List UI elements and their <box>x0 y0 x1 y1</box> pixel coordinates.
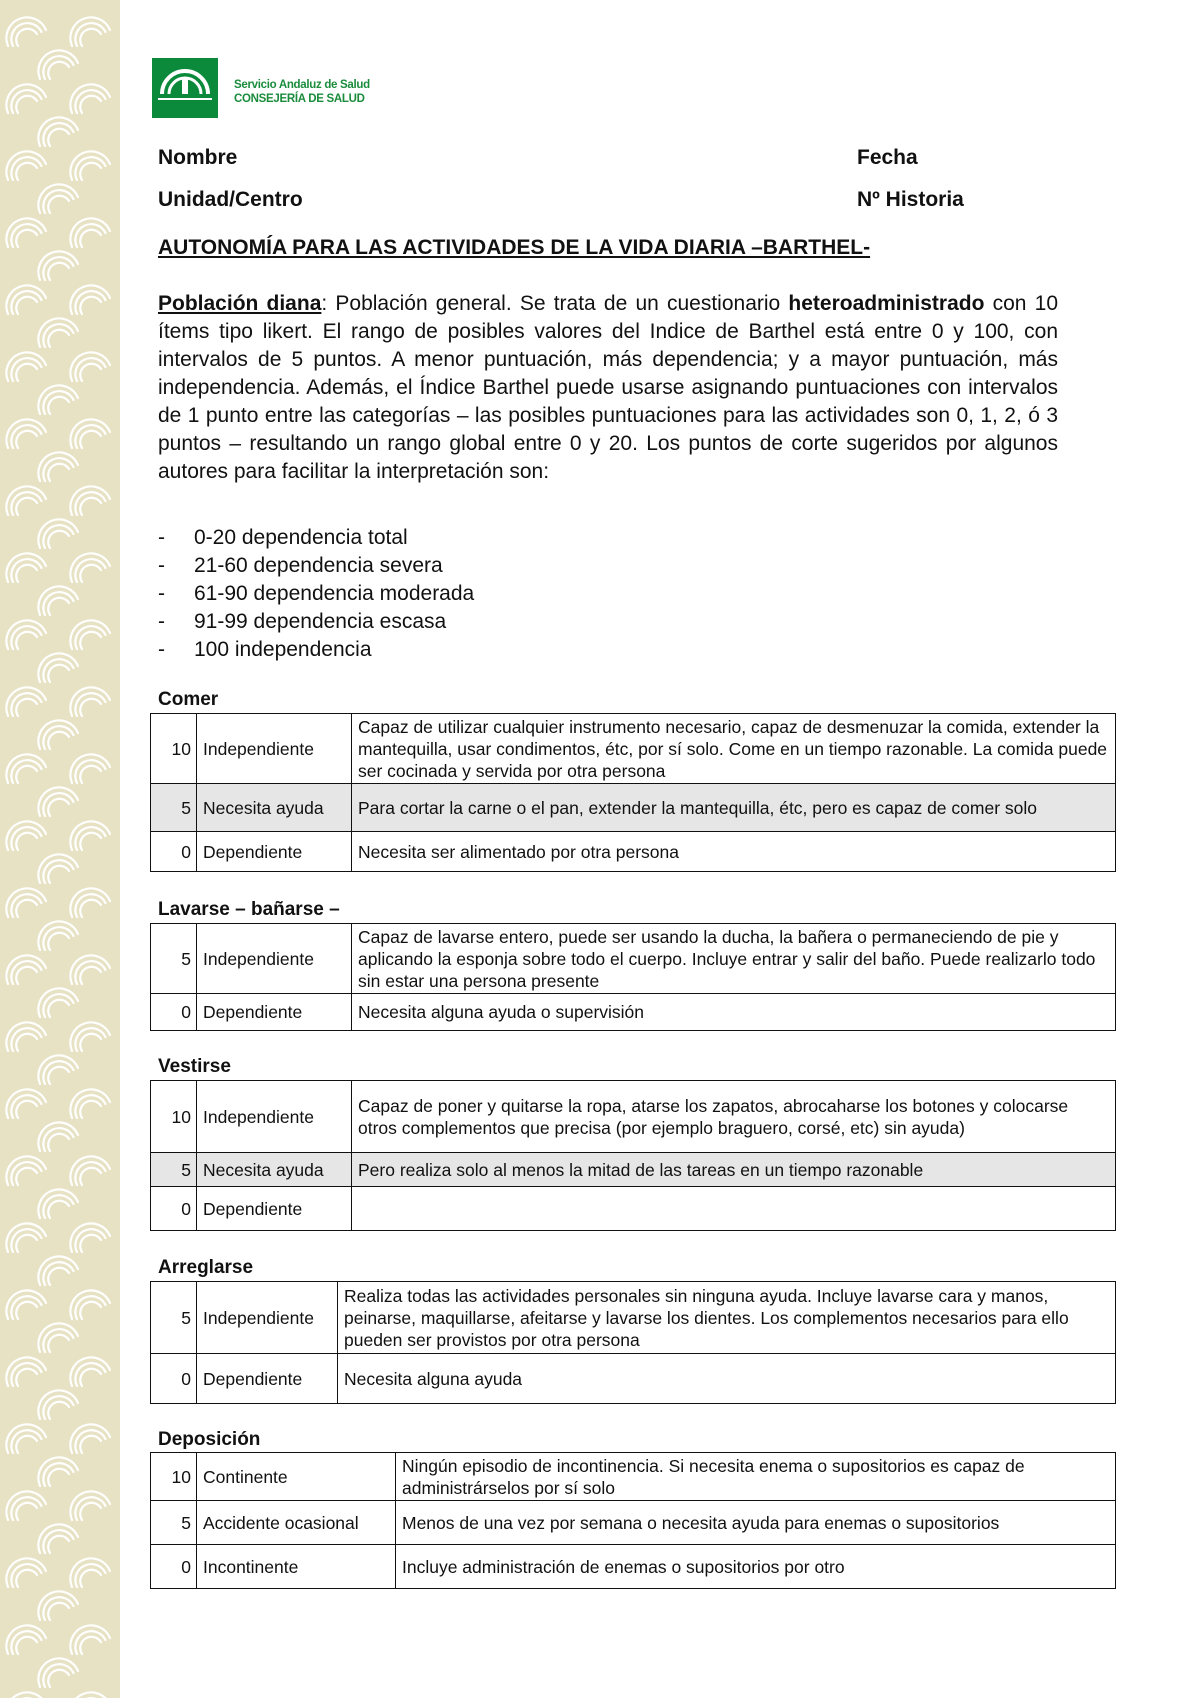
level-cell: Necesita ayuda <box>197 784 352 832</box>
points-cell: 5 <box>151 784 197 832</box>
description-cell: Realiza todas las actividades personales sin ninguna ayuda. Incluye lavarse cara y manos, peinarse, maquillarse, afeitarse y lavarse los dientes. Los complementos necesarios para ello pueden ser provistos por otra persona <box>338 1282 1116 1354</box>
table-row <box>151 1354 1116 1404</box>
table-row <box>151 1153 1116 1187</box>
level-cell: Dependiente <box>197 1354 338 1404</box>
logo-line-2: CONSEJERÍA DE SALUD <box>234 93 365 105</box>
level-cell: Independiente <box>197 1282 338 1354</box>
logo <box>152 58 402 118</box>
description-cell: Capaz de utilizar cualquier instrumento necesario, capaz de desmenuzar la comida, extender la mantequilla, usar condimentos, étc, por sí solo. Come en un tiempo razonable. La comida puede ser cocinada y servida por otra persona <box>352 714 1116 784</box>
description-cell: Pero realiza solo al menos la mitad de las tareas en un tiempo razonable <box>352 1153 1116 1187</box>
table-row <box>151 1501 1116 1545</box>
points-cell: 5 <box>151 1153 197 1187</box>
points-cell: 0 <box>151 832 197 872</box>
cutpoint-text: 61-90 dependencia moderada <box>194 582 475 605</box>
cutpoint-text: 91-99 dependencia escasa <box>194 610 447 633</box>
intro-text-1: : Población general. Se trata de un cuestionario <box>321 292 789 315</box>
level-cell: Dependiente <box>197 994 352 1031</box>
logo-line-1: Servicio Andaluz de Salud <box>234 79 370 91</box>
list-item: - 0-20 dependencia total <box>158 526 408 549</box>
description-cell: Para cortar la carne o el pan, extender la mantequilla, étc, pero es capaz de comer solo <box>352 784 1116 832</box>
level-cell: Incontinente <box>197 1545 396 1589</box>
list-item: - 91-99 dependencia escasa <box>158 610 447 633</box>
points-cell: 10 <box>151 1081 197 1153</box>
points-cell: 5 <box>151 924 197 994</box>
nombre-label: Nombre <box>158 146 238 169</box>
description-cell: Ningún episodio de incontinencia. Si necesita enema o supositorios es capaz de administrárselos por sí solo <box>396 1453 1116 1501</box>
points-cell: 0 <box>151 994 197 1031</box>
list-item: - 100 independencia <box>158 638 372 661</box>
list-item: - 61-90 dependencia moderada <box>158 582 475 605</box>
points-cell: 10 <box>151 714 197 784</box>
wave-pattern-icon <box>0 0 120 1698</box>
section-title-comer: Comer <box>158 689 219 710</box>
historia-label: Nº Historia <box>857 188 964 211</box>
description-cell: Necesita alguna ayuda o supervisión <box>352 994 1116 1031</box>
cutpoint-text: 100 independencia <box>194 638 372 661</box>
level-cell: Independiente <box>197 1081 352 1153</box>
table-arreglarse <box>150 1281 1116 1404</box>
description-cell: Incluye administración de enemas o supositorios por otro <box>396 1545 1116 1589</box>
table-row <box>151 832 1116 872</box>
intro-lead: Población diana <box>158 292 322 315</box>
level-cell: Dependiente <box>197 832 352 872</box>
section-title-lavarse: Lavarse – bañarse – <box>158 899 340 920</box>
level-cell: Independiente <box>197 714 352 784</box>
points-cell: 5 <box>151 1282 197 1354</box>
table-row <box>151 1081 1116 1153</box>
section-title-deposicion: Deposición <box>158 1429 261 1450</box>
junta-andalucia-emblem-icon <box>152 58 218 118</box>
points-cell: 5 <box>151 1501 197 1545</box>
points-cell: 0 <box>151 1187 197 1231</box>
description-cell: Capaz de poner y quitarse la ropa, atarse los zapatos, abrocaharse los botones y colocarse otros complementos que precisa (por ejemplo braguero, corsé, etc) sin ayuda) <box>352 1081 1116 1153</box>
unidad-centro-label: Unidad/Centro <box>158 188 303 211</box>
intro-text-2: con 10 ítems tipo likert. El rango de posibles valores del Indice de Barthel está entre 0 y 100, con intervalos de 5 puntos. A menor puntuación, más dependencia; y a mayor puntuación, más independencia. Además, el Índice Barthel puede usarse asignando puntuaciones con intervalos de 1 punto entre las categorías – las posibles puntuaciones para las actividades son 0, 1, 2, ó 3 puntos – resultando un rango global entre 0 y 20. Los puntos de corte sugeridos por algunos autores para facilitar la interpretación son: <box>158 292 1059 483</box>
table-lavarse <box>150 923 1116 1031</box>
level-cell: Dependiente <box>197 1187 352 1231</box>
table-row <box>151 1545 1116 1589</box>
description-cell: Capaz de lavarse entero, puede ser usando la ducha, la bañera o permaneciendo de pie y aplicando la esponja sobre todo el cuerpo. Incluye entrar y salir del baño. Puede realizarlo todo sin estar una persona presente <box>352 924 1116 994</box>
points-cell: 0 <box>151 1545 197 1589</box>
cutpoint-text: 21-60 dependencia severa <box>194 554 443 577</box>
level-cell: Independiente <box>197 924 352 994</box>
section-title-arreglarse: Arreglarse <box>158 1257 254 1278</box>
points-cell: 10 <box>151 1453 197 1501</box>
list-item: - 21-60 dependencia severa <box>158 554 443 577</box>
fecha-label: Fecha <box>857 146 918 169</box>
section-title-vestirse: Vestirse <box>158 1056 231 1077</box>
table-comer <box>150 713 1116 872</box>
description-cell: Necesita ser alimentado por otra persona <box>352 832 1116 872</box>
cutpoint-list <box>158 524 474 664</box>
level-cell: Continente <box>197 1453 396 1501</box>
description-cell <box>352 1187 1116 1231</box>
table-row <box>151 1453 1116 1501</box>
cutpoint-text: 0-20 dependencia total <box>194 526 408 549</box>
table-deposicion <box>150 1452 1116 1589</box>
table-row <box>151 1282 1116 1354</box>
level-cell: Necesita ayuda <box>197 1153 352 1187</box>
table-row <box>151 1187 1116 1231</box>
intro-bold: heteroadministrado <box>788 292 985 315</box>
document-title: AUTONOMÍA PARA LAS ACTIVIDADES DE LA VIDA DIARIA –BARTHEL- <box>158 236 871 259</box>
logo-text <box>234 78 370 106</box>
table-vestirse <box>150 1080 1116 1231</box>
description-cell: Necesita alguna ayuda <box>338 1354 1116 1404</box>
table-row <box>151 784 1116 832</box>
table-row <box>151 714 1116 784</box>
table-row <box>151 924 1116 994</box>
points-cell: 0 <box>151 1354 197 1404</box>
table-row <box>151 994 1116 1031</box>
description-cell: Menos de una vez por semana o necesita ayuda para enemas o supositorios <box>396 1501 1116 1545</box>
intro-paragraph <box>158 290 1058 486</box>
level-cell: Accidente ocasional <box>197 1501 396 1545</box>
decorative-side-band <box>0 0 120 1698</box>
